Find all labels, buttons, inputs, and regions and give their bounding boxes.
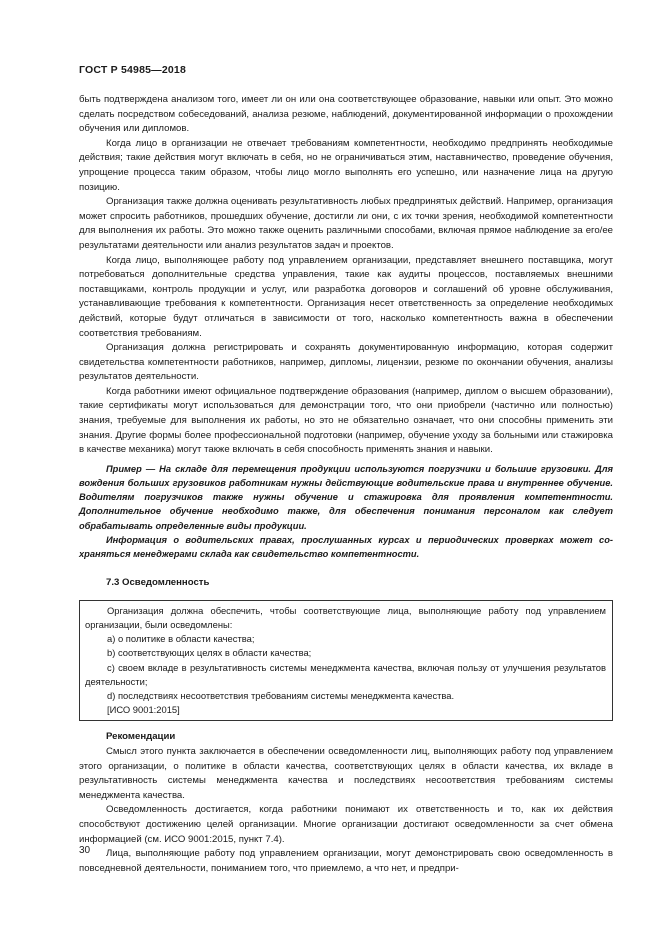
standard-quote-box <box>79 600 613 722</box>
example-paragraph: Информация о водительских правах, прослушанных курсах и периодических проверках может сохраняться менеджерами склада как свидетельство компетентности. <box>79 534 613 560</box>
paragraph: Смысл этого пункта заключается в обеспечении осведомленности лиц, выполняющих работу под управлением этого организации, о политике в области качества, соответствующих целях в области качества, их вкладе в результативность системы менеджмента качества и последствиях несоответствия требованиям системы менеджмента качества. <box>79 746 613 801</box>
paragraph: Организация также должна оценивать результативность любых предпринятых действий. Например, организация может спросить работников, прошедших обучение, достигли ли они, с их точки зрения, необходимой компетентности для выполнения их работы. Это можно также оценить различными способами, включая прямое наблюдение за его/ее результатами деятельности или анализ результатов задач и проектов. <box>79 196 613 251</box>
box-item-b: b) соответствующих целях в области качества; <box>107 647 312 659</box>
box-item-c: c) своем вкладе в результативность системы менеджмента качества, включая пользу от улучшения результатов деятельности; <box>85 661 606 687</box>
box-item-a: a) о политике в области качества; <box>107 633 255 645</box>
page-number: 30 <box>79 845 91 856</box>
standard-header: ГОСТ Р 54985—2018 <box>79 64 187 76</box>
paragraph: Лица, выполняющие работу под управлением организации, могут демонстрировать свою осведомленность в повседневной деятельности, пониманием того, что приемлемо, а что нет, и предпри- <box>79 848 613 874</box>
paragraph: Когда лицо в организации не отвечает требованиям компетентности, необходимо предпринять необходимые действия; такие действия могут включать в себя, но не ограничиваться этим, наставничество, проведение обучения, упрощение процесса таким образом, чтобы лицо могло выполнять его успешно, или назначение лица на другую позицию. <box>79 137 613 193</box>
paragraph: Когда лицо, выполняющее работу под управлением организации, представляет внешнего поставщика, могут потребоваться дополнительные средства управления, такие как аудиты процессов, поставляемых внешними поставщиками, контроль продукции и услуг, или разработка договоров и соглашений об уровне обслуживания, устанавливающие требования к компетентности. Организация несет ответственность за определение необходимых действий, которые будут отличаться в зависимости от того, насколько компетентность важна в обеспечении соответствия требованиям. <box>79 254 613 339</box>
box-reference: [ИСО 9001:2015] <box>107 704 180 716</box>
recommendations-title: Рекомендации <box>106 731 176 743</box>
paragraph: Когда работники имеют официальное подтверждение образования (например, диплом о высшем образовании), такие сертификаты могут использоваться для демонстрации того, что они приобрели (частично или полностью) знания, требуемые для выполнения их работы, но это не обязательно означает, что они способны применить эти знания. Другие формы более профессиональной подготовки (например, обучение уходу за больными или стажировка в качестве механика) могут также включать в себя способность применять знания и навыки. <box>79 385 613 456</box>
box-item-d: d) последствиях несоответствия требованиям системы менеджмента качества. <box>107 690 455 702</box>
paragraph: Организация должна регистрировать и сохранять документированную информацию, которая содержит свидетельства компетентности работников, например, дипломы, лицензии, резюме по окончании обучения, анализы результатов деятельности. <box>79 342 613 383</box>
section-title: 7.3 Осведомленность <box>106 577 210 589</box>
document-body <box>79 93 613 876</box>
example-paragraph: Пример — На складе для перемещения продукции используются погрузчики и большие грузовики. Для вождения больших грузовиков работникам нужны действующие водительские права и внутреннее обучение. Водителям погрузчиков также нужны обучение и стажировка для проявления компетентности. Дополнительное обучение необходимо также, для обеспечения понимания персоналом как следует обрабатывать определенные виды продукции. <box>79 463 613 531</box>
paragraph: Осведомленность достигается, когда работники понимают их ответственность и то, как их действия способствуют достижению целей организации. Многие организации достигают осведомленности за счет обмена информацией (см. ИСО 9001:2015, пункт 7.4). <box>79 804 613 845</box>
box-intro: Организация должна обеспечить, чтобы соответствующие лица, выполняющие работу под управлением организации, были осведомлены: <box>85 604 606 631</box>
paragraph: быть подтверждена анализом того, имеет ли он или она соответствующее образование, навыки или опыт. Это можно сделать посредством собеседований, анализа резюме, наблюдений, документированной информации о прохождении обучения или дипломов. <box>79 94 613 135</box>
